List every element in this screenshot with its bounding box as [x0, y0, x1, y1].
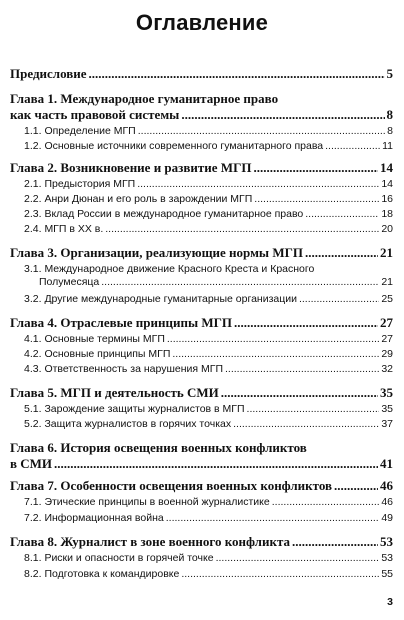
- toc-section-number: 8.1.: [24, 552, 42, 564]
- toc-chapter-3[interactable]: [0, 245, 404, 261]
- page-number: 3: [387, 596, 393, 608]
- toc-section-4-3[interactable]: [0, 363, 404, 376]
- leader-dots: [138, 125, 385, 138]
- toc-page-number: 27: [380, 315, 393, 330]
- leader-dots: [181, 568, 379, 581]
- leader-dots: [253, 160, 378, 176]
- leader-dots: [299, 293, 379, 306]
- leader-dots: [105, 223, 379, 236]
- leader-dots: [234, 315, 378, 331]
- toc-page-number: 35: [381, 403, 393, 415]
- toc-chapter-title: Глава 6. История освещения военных конфликтов: [10, 440, 307, 455]
- toc-entry-text: Предисловие: [10, 66, 87, 81]
- toc-section-5-1[interactable]: [0, 403, 404, 416]
- toc-page-number: 55: [381, 568, 393, 580]
- toc-section-2-4[interactable]: [0, 223, 404, 236]
- toc-section-text: Вклад России в международное гуманитарное право: [44, 208, 304, 220]
- leader-dots: [167, 333, 379, 346]
- toc-page-number: 53: [380, 534, 393, 549]
- toc-chapter-title: Глава 4. Отраслевые принципы МГП: [10, 315, 233, 330]
- toc-section-3-1[interactable]: [0, 263, 404, 289]
- toc-page-number: 29: [381, 348, 393, 360]
- toc-chapter-title-cont: в СМИ: [10, 456, 53, 471]
- toc-page-number: 8: [387, 125, 393, 137]
- toc-chapter-title: Глава 5. МГП и деятельность СМИ: [10, 385, 219, 400]
- toc-page-number: 41: [380, 456, 393, 471]
- toc-section-number: 2.4.: [24, 223, 42, 235]
- toc-section-text: Этические принципы в военной журналистике: [44, 496, 270, 508]
- toc-section-7-1[interactable]: [0, 496, 404, 509]
- toc-chapter-8[interactable]: [0, 534, 404, 550]
- leader-dots: [292, 534, 378, 550]
- toc-section-2-3[interactable]: [0, 208, 404, 221]
- toc-chapter-1[interactable]: [0, 91, 404, 123]
- leader-dots: [325, 140, 380, 153]
- toc-section-8-2[interactable]: [0, 568, 404, 581]
- toc-section-number: 1.2.: [24, 140, 42, 152]
- toc-entry-preface[interactable]: [0, 66, 404, 82]
- toc-page-number: 21: [380, 245, 393, 260]
- toc-section-number: 7.2.: [24, 512, 42, 524]
- toc-section-number: 3.1.: [24, 263, 42, 275]
- toc-section-4-1[interactable]: [0, 333, 404, 346]
- toc-page-number: 8: [386, 107, 393, 122]
- toc-chapter-4[interactable]: [0, 315, 404, 331]
- toc-chapter-6[interactable]: [0, 440, 404, 472]
- toc-page-number: 14: [381, 178, 393, 190]
- toc-section-text: Риски и опасности в горячей точке: [44, 552, 214, 564]
- leader-dots: [89, 66, 385, 82]
- toc-section-text: Ответственность за нарушения МГП: [44, 363, 223, 375]
- toc-section-number: 8.2.: [24, 568, 42, 580]
- toc-section-number: 2.3.: [24, 208, 42, 220]
- leader-dots: [137, 178, 379, 191]
- toc-chapter-title: Глава 2. Возникновение и развитие МГП: [10, 160, 252, 175]
- toc-section-text: Анри Дюнан и его роль в зарождении МГП: [44, 193, 253, 205]
- toc-page-number: 14: [380, 160, 393, 175]
- toc-page-number: 35: [380, 385, 393, 400]
- toc-section-text: Международное движение Красного Креста и Красного: [44, 263, 315, 275]
- toc-section-number: 4.1.: [24, 333, 42, 345]
- toc-section-text: Защита журналистов в горячих точках: [44, 418, 232, 430]
- toc-chapter-title: Глава 8. Журналист в зоне военного конфликта: [10, 534, 290, 549]
- toc-chapter-title: Глава 7. Особенности освещения военных конфликтов: [10, 478, 333, 493]
- toc-section-2-2[interactable]: [0, 193, 404, 206]
- toc-page-number: 25: [381, 293, 393, 305]
- toc-section-number: 1.1.: [24, 125, 42, 137]
- toc-page-number: 21: [381, 276, 393, 288]
- toc-section-7-2[interactable]: [0, 512, 404, 525]
- toc-page-number: 46: [381, 496, 393, 508]
- toc-section-text: Основные принципы МГП: [44, 348, 171, 360]
- leader-dots: [221, 385, 378, 401]
- toc-chapter-title: Глава 1. Международное гуманитарное право: [10, 91, 279, 106]
- toc-section-text: Информационная война: [44, 512, 164, 524]
- toc-page-number: 16: [381, 193, 393, 205]
- toc-chapter-2[interactable]: [0, 160, 404, 176]
- toc-chapter-5[interactable]: [0, 385, 404, 401]
- leader-dots: [166, 512, 380, 525]
- leader-dots: [172, 348, 379, 361]
- toc-section-number: 5.1.: [24, 403, 42, 415]
- leader-dots: [225, 363, 379, 376]
- toc-section-number: 4.3.: [24, 363, 42, 375]
- toc-section-2-1[interactable]: [0, 178, 404, 191]
- toc-section-number: 4.2.: [24, 348, 42, 360]
- leader-dots: [247, 403, 380, 416]
- toc-section-text: Другие международные гуманитарные организации: [44, 293, 297, 305]
- toc-section-number: 5.2.: [24, 418, 42, 430]
- toc-page-number: 5: [386, 66, 393, 81]
- toc-page-number: 11: [382, 140, 393, 152]
- toc-page-number: 20: [381, 223, 393, 235]
- toc-section-text: Предыстория МГП: [44, 178, 136, 190]
- toc-chapter-title-cont: как часть правовой системы: [10, 107, 180, 122]
- toc-chapter-title: Глава 3. Организации, реализующие нормы МГП: [10, 245, 303, 260]
- toc-section-number: 2.1.: [24, 178, 42, 190]
- toc-section-number: 7.1.: [24, 496, 42, 508]
- toc-section-4-2[interactable]: [0, 348, 404, 361]
- toc-section-text: Основные источники современного гуманитарного права: [44, 140, 324, 152]
- toc-chapter-7[interactable]: [0, 478, 404, 494]
- toc-page-number: 18: [381, 208, 393, 220]
- toc-page-number: 53: [381, 552, 393, 564]
- toc-section-text: Подготовка к командировке: [44, 568, 180, 580]
- toc-section-text: Определение МГП: [44, 125, 136, 137]
- toc-section-text: Основные термины МГП: [44, 333, 165, 345]
- toc-section-number: 3.2.: [24, 293, 42, 305]
- toc-section-text: МГП в XX в.: [44, 223, 104, 235]
- leader-dots: [101, 276, 379, 289]
- toc-page-number: 32: [381, 363, 393, 375]
- toc-section-8-1[interactable]: [0, 552, 404, 565]
- toc-page-number: 46: [380, 478, 393, 493]
- leader-dots: [254, 193, 379, 206]
- leader-dots: [54, 456, 378, 472]
- toc-page-number: 49: [381, 512, 393, 524]
- toc-section-number: 2.2.: [24, 193, 42, 205]
- leader-dots: [334, 478, 378, 494]
- toc-page-number: 27: [381, 333, 393, 345]
- toc-section-1-2[interactable]: [0, 140, 404, 153]
- leader-dots: [272, 496, 380, 509]
- leader-dots: [216, 552, 380, 565]
- toc-section-text-cont: Полумесяца: [39, 276, 100, 288]
- page-title: Оглавление: [135, 10, 269, 35]
- leader-dots: [181, 107, 384, 123]
- toc-section-5-2[interactable]: [0, 418, 404, 431]
- leader-dots: [233, 418, 379, 431]
- toc-section-text: Зарождение защиты журналистов в МГП: [44, 403, 245, 415]
- leader-dots: [305, 245, 378, 261]
- leader-dots: [305, 208, 379, 221]
- toc-section-3-2[interactable]: [0, 293, 404, 306]
- toc-section-1-1[interactable]: [0, 125, 404, 138]
- toc-page-number: 37: [381, 418, 393, 430]
